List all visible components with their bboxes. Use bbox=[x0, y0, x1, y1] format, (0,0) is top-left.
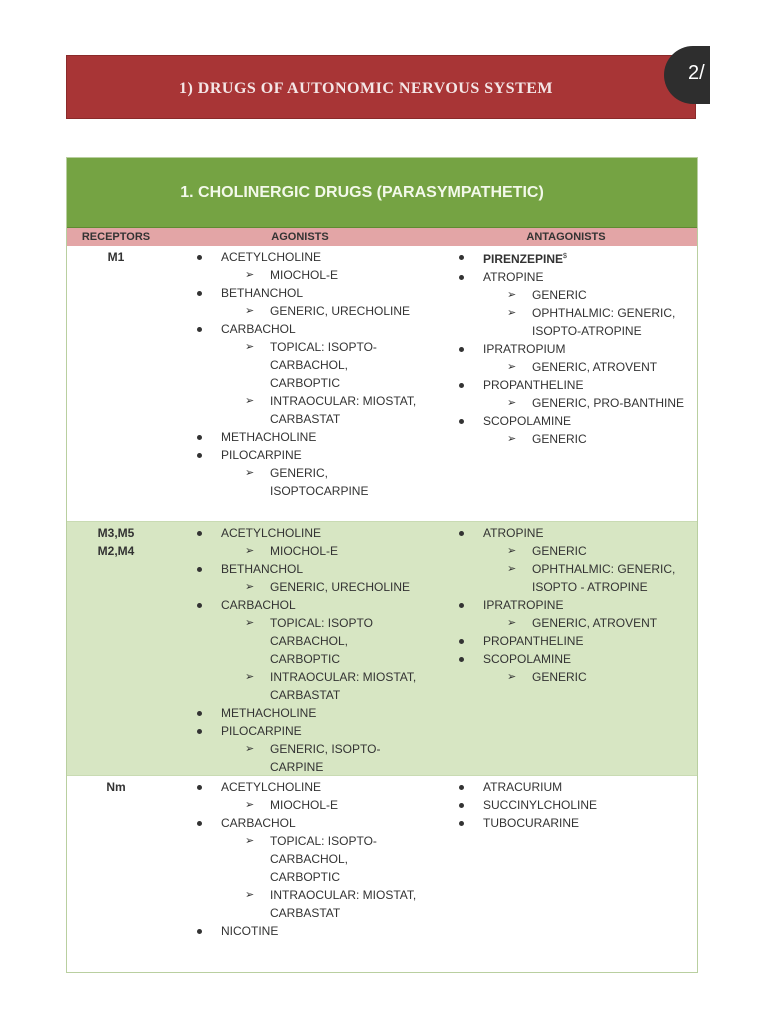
brand-item bbox=[507, 560, 682, 596]
drug-name: PILOCARPINE bbox=[221, 724, 302, 738]
page-title: 1) DRUGS OF AUTONOMIC NERVOUS SYSTEM bbox=[178, 80, 554, 97]
drug-item bbox=[457, 632, 697, 650]
brand-item bbox=[245, 578, 420, 596]
bullet-icon bbox=[197, 531, 202, 536]
drug-name: BETHANCHOL bbox=[221, 562, 304, 576]
bullet-icon bbox=[197, 255, 202, 260]
drug-item bbox=[195, 446, 435, 500]
drug-item bbox=[195, 722, 435, 776]
receptor-cell: M3,M5 M2,M4 bbox=[97, 526, 135, 558]
drug-item bbox=[195, 704, 435, 722]
drug-item bbox=[457, 596, 697, 632]
drug-list bbox=[457, 524, 697, 686]
brand-text: GENERIC, URECHOLINE bbox=[270, 304, 411, 318]
bullet-icon bbox=[459, 603, 464, 608]
brand-text: INTRAOCULAR: MIOSTAT, CARBASTAT bbox=[270, 670, 417, 702]
drug-name: TUBOCURARINE bbox=[483, 816, 580, 830]
brand-text: TOPICAL: ISOPTO CARBACHOL, CARBOPTIC bbox=[270, 616, 373, 666]
section-header bbox=[67, 158, 697, 228]
arrow-bullet-icon: ➢ bbox=[507, 563, 517, 575]
drug-item bbox=[195, 284, 435, 320]
brand-text: GENERIC bbox=[532, 288, 587, 302]
brand-list bbox=[221, 464, 435, 500]
bullet-icon bbox=[197, 603, 202, 608]
brand-item bbox=[507, 286, 702, 304]
brand-item bbox=[507, 542, 682, 560]
column-header-receptors: RECEPTORS bbox=[81, 231, 151, 243]
brand-text: GENERIC, ATROVENT bbox=[532, 360, 658, 374]
arrow-bullet-icon: ➢ bbox=[245, 617, 255, 629]
antagonists-cell bbox=[435, 776, 697, 973]
drug-item bbox=[195, 248, 435, 284]
brand-list bbox=[221, 302, 435, 320]
drug-item bbox=[457, 248, 697, 268]
bullet-icon bbox=[459, 657, 464, 662]
arrow-bullet-icon: ➢ bbox=[245, 799, 255, 811]
brand-item bbox=[245, 740, 420, 776]
column-header-row bbox=[67, 228, 697, 246]
brand-text: INTRAOCULAR: MIOSTAT, CARBASTAT bbox=[270, 394, 417, 426]
brand-list bbox=[483, 358, 697, 376]
drug-name: IPRATROPINE bbox=[483, 598, 564, 612]
drug-item bbox=[195, 778, 435, 814]
drug-name: IPRATROPIUM bbox=[483, 342, 566, 356]
brand-text: GENERIC bbox=[532, 432, 587, 446]
brand-list bbox=[221, 338, 435, 428]
drug-item bbox=[457, 778, 697, 796]
bullet-icon bbox=[197, 453, 202, 458]
column-header-agonists: AGONISTS bbox=[271, 231, 329, 243]
brand-text: OPHTHALMIC: GENERIC, ISOPTO - ATROPINE bbox=[532, 562, 676, 594]
brand-list bbox=[221, 614, 435, 704]
arrow-bullet-icon: ➢ bbox=[245, 467, 255, 479]
bullet-icon bbox=[459, 821, 464, 826]
brand-text: GENERIC, PRO-BANTHINE bbox=[532, 396, 685, 410]
brand-item bbox=[507, 430, 702, 448]
bullet-icon bbox=[459, 275, 464, 280]
arrow-bullet-icon: ➢ bbox=[507, 397, 517, 409]
brand-text: TOPICAL: ISOPTO-CARBACHOL, CARBOPTIC bbox=[270, 834, 377, 884]
bullet-icon bbox=[197, 291, 202, 296]
brand-item bbox=[245, 302, 420, 320]
drug-item bbox=[195, 596, 435, 704]
column-header-antagonists: ANTAGONISTS bbox=[526, 231, 606, 243]
brand-list bbox=[483, 542, 697, 596]
drug-list bbox=[195, 248, 435, 500]
bullet-icon bbox=[459, 531, 464, 536]
bullet-icon bbox=[459, 383, 464, 388]
arrow-bullet-icon: ➢ bbox=[245, 581, 255, 593]
bullet-icon bbox=[459, 639, 464, 644]
brand-list bbox=[221, 796, 435, 814]
arrow-bullet-icon: ➢ bbox=[507, 671, 517, 683]
arrow-bullet-icon: ➢ bbox=[245, 835, 255, 847]
brand-text: MIOCHOL-E bbox=[270, 268, 339, 282]
bullet-icon bbox=[459, 419, 464, 424]
drug-name: SUCCINYLCHOLINE bbox=[483, 798, 598, 812]
drug-item bbox=[195, 922, 435, 940]
bullet-icon bbox=[197, 821, 202, 826]
drug-item bbox=[195, 428, 435, 446]
brand-list bbox=[483, 614, 697, 632]
brand-list bbox=[483, 430, 697, 448]
drug-name: SCOPOLAMINE bbox=[483, 414, 572, 428]
arrow-bullet-icon: ➢ bbox=[245, 545, 255, 557]
drug-name: PILOCARPINE bbox=[221, 448, 302, 462]
brand-text: OPHTHALMIC: GENERIC, ISOPTO-ATROPINE bbox=[532, 306, 676, 338]
drug-name: PIRENZEPINE bbox=[483, 252, 564, 266]
arrow-bullet-icon: ➢ bbox=[507, 545, 517, 557]
brand-item bbox=[507, 394, 702, 412]
receptor-cell: Nm bbox=[106, 780, 126, 794]
brand-list bbox=[221, 266, 435, 284]
drug-name: PROPANTHELINE bbox=[483, 634, 584, 648]
drug-list bbox=[195, 524, 435, 776]
bullet-icon bbox=[197, 327, 202, 332]
drug-item bbox=[457, 412, 697, 448]
drug-name: METHACHOLINE bbox=[221, 706, 317, 720]
arrow-bullet-icon: ➢ bbox=[245, 269, 255, 281]
arrow-bullet-icon: ➢ bbox=[507, 617, 517, 629]
brand-item bbox=[507, 358, 702, 376]
brand-item bbox=[245, 542, 420, 560]
bullet-icon bbox=[459, 347, 464, 352]
drug-item bbox=[457, 524, 697, 596]
drug-list bbox=[457, 778, 697, 832]
agonists-cell bbox=[165, 776, 435, 973]
bullet-icon bbox=[197, 435, 202, 440]
brand-item bbox=[245, 392, 420, 428]
receptor-cell: M1 bbox=[107, 250, 125, 264]
brand-list bbox=[221, 740, 435, 776]
arrow-bullet-icon: ➢ bbox=[245, 395, 255, 407]
drug-name: METHACHOLINE bbox=[221, 430, 317, 444]
brand-text: MIOCHOL-E bbox=[270, 798, 339, 812]
antagonists-cell bbox=[435, 246, 697, 521]
arrow-bullet-icon: ➢ bbox=[507, 433, 517, 445]
brand-list bbox=[483, 286, 697, 340]
section-title: 1. CHOLINERGIC DRUGS (PARASYMPATHETIC) bbox=[180, 183, 544, 201]
drug-name: ATROPINE bbox=[483, 270, 544, 284]
bullet-icon bbox=[459, 785, 464, 790]
drug-name: ACETYLCHOLINE bbox=[221, 526, 322, 540]
drug-name: CARBACHOL bbox=[221, 598, 296, 612]
brand-text: GENERIC, ISOPTO-CARPINE bbox=[270, 742, 381, 774]
brand-item bbox=[245, 266, 420, 284]
drug-name: ACETYLCHOLINE bbox=[221, 780, 322, 794]
bullet-icon bbox=[197, 711, 202, 716]
brand-item bbox=[245, 464, 420, 500]
brand-item bbox=[507, 668, 682, 686]
brand-text: GENERIC, ISOPTOCARPINE bbox=[270, 466, 369, 498]
drug-item bbox=[457, 796, 697, 814]
drug-item bbox=[457, 376, 697, 412]
brand-text: GENERIC, URECHOLINE bbox=[270, 580, 411, 594]
brand-item bbox=[245, 338, 420, 392]
drug-item bbox=[195, 560, 435, 596]
brand-item bbox=[245, 886, 420, 922]
drug-name: SCOPOLAMINE bbox=[483, 652, 572, 666]
brand-item bbox=[245, 614, 420, 668]
brand-item bbox=[245, 668, 420, 704]
arrow-bullet-icon: ➢ bbox=[245, 341, 255, 353]
arrow-bullet-icon: ➢ bbox=[507, 361, 517, 373]
antagonists-cell bbox=[435, 522, 697, 775]
brand-item bbox=[507, 304, 702, 340]
brand-list bbox=[221, 542, 435, 560]
bullet-icon bbox=[459, 255, 464, 260]
page-title-banner bbox=[66, 55, 696, 119]
arrow-bullet-icon: ➢ bbox=[245, 671, 255, 683]
drug-name: BETHANCHOL bbox=[221, 286, 304, 300]
brand-text: MIOCHOL-E bbox=[270, 544, 339, 558]
drug-item bbox=[457, 650, 697, 686]
brand-text: GENERIC bbox=[532, 544, 587, 558]
brand-list bbox=[221, 832, 435, 922]
arrow-bullet-icon: ➢ bbox=[245, 889, 255, 901]
drug-item bbox=[195, 320, 435, 428]
table-row bbox=[67, 521, 697, 776]
table-row bbox=[67, 246, 697, 521]
brand-text: GENERIC, ATROVENT bbox=[532, 616, 658, 630]
drug-name: CARBACHOL bbox=[221, 816, 296, 830]
bullet-icon bbox=[197, 929, 202, 934]
arrow-bullet-icon: ➢ bbox=[245, 743, 255, 755]
brand-list bbox=[483, 668, 697, 686]
drug-item bbox=[195, 524, 435, 560]
drug-footnote-mark: $ bbox=[563, 253, 567, 260]
table-row bbox=[67, 776, 697, 973]
brand-text: GENERIC bbox=[532, 670, 587, 684]
drug-name: ACETYLCHOLINE bbox=[221, 250, 322, 264]
bullet-icon bbox=[197, 785, 202, 790]
drug-table bbox=[66, 157, 698, 973]
drug-item bbox=[457, 268, 697, 340]
arrow-bullet-icon: ➢ bbox=[507, 289, 517, 301]
brand-text: TOPICAL: ISOPTO-CARBACHOL, CARBOPTIC bbox=[270, 340, 377, 390]
bullet-icon bbox=[459, 803, 464, 808]
drug-name: ATRACURIUM bbox=[483, 780, 563, 794]
drug-list bbox=[457, 248, 697, 448]
arrow-bullet-icon: ➢ bbox=[245, 305, 255, 317]
drug-name: PROPANTHELINE bbox=[483, 378, 584, 392]
drug-list bbox=[195, 778, 435, 940]
drug-name: CARBACHOL bbox=[221, 322, 296, 336]
agonists-cell bbox=[165, 246, 435, 521]
bullet-icon bbox=[197, 729, 202, 734]
brand-item bbox=[245, 796, 420, 814]
arrow-bullet-icon: ➢ bbox=[507, 307, 517, 319]
drug-item bbox=[195, 814, 435, 922]
brand-item bbox=[245, 832, 420, 886]
drug-name: ATROPINE bbox=[483, 526, 544, 540]
drug-item bbox=[457, 814, 697, 832]
brand-item bbox=[507, 614, 682, 632]
page-indicator: 2/ bbox=[688, 62, 705, 84]
bullet-icon bbox=[197, 567, 202, 572]
drug-name: NICOTINE bbox=[221, 924, 279, 938]
drug-item bbox=[457, 340, 697, 376]
agonists-cell bbox=[165, 522, 435, 775]
brand-list bbox=[483, 394, 697, 412]
brand-text: INTRAOCULAR: MIOSTAT, CARBASTAT bbox=[270, 888, 417, 920]
brand-list bbox=[221, 578, 435, 596]
